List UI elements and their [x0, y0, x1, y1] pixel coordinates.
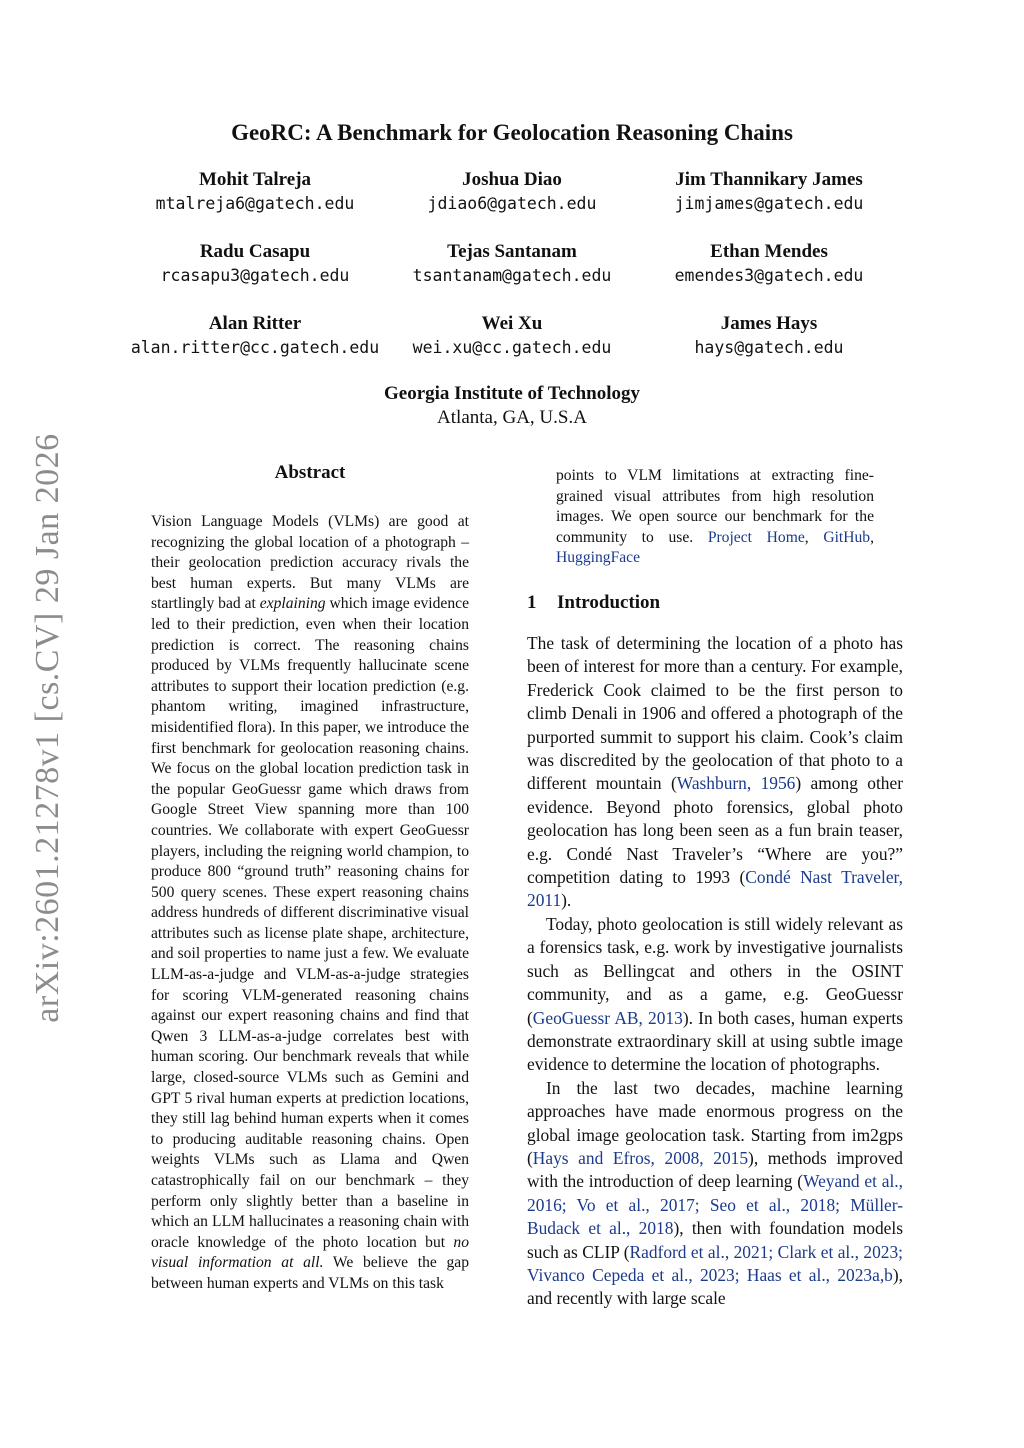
intro-text-part: ), then with foundation models such as CLIP (: [527, 1218, 903, 1262]
affiliation: [0, 383, 1024, 429]
paper-title: GeoRC: A Benchmark for Geolocation Reasoning Chains: [231, 120, 793, 145]
author-block: [362, 312, 662, 360]
project-home-link[interactable]: Project Home: [707, 528, 805, 546]
intro-text-part: In the last two decades, machine learning approaches have made enormous progress on the global image geolocation task. Starting from im2gps (: [527, 1077, 903, 1168]
author-name: Tejas Santanam: [447, 241, 577, 262]
author-block: [105, 240, 405, 288]
affiliation-institution: Georgia Institute of Technology: [384, 383, 640, 404]
author-email: emendes3@gatech.edu: [674, 266, 864, 285]
author-email: alan.ritter@cc.gatech.edu: [130, 338, 380, 357]
citation-link[interactable]: Radford et al., 2021; Clark et al., 2023; Vivanco Cepeda et al., 2023; Haas et al., 2023a,b: [527, 1241, 904, 1285]
intro-text-part: Today, photo geolocation is still widely relevant as a forensics task, e.g. work by investigative journalists such as Bellingcat and others in the OSINT community, and as a game, e.g. GeoGuessr (: [527, 913, 903, 1028]
author-email: mtalreja6@gatech.edu: [155, 194, 355, 213]
author-name: Jim Thannikary James: [675, 169, 863, 190]
author-name: Joshua Diao: [462, 169, 562, 190]
author-block: [619, 240, 919, 288]
author-block: [105, 168, 405, 216]
author-block: [362, 168, 662, 216]
intro-paragraph: [527, 1077, 903, 1311]
author-email: jdiao6@gatech.edu: [427, 194, 597, 213]
author-name: James Hays: [720, 313, 818, 334]
intro-paragraph: [527, 632, 903, 913]
author-block: [362, 240, 662, 288]
author-block: [105, 312, 405, 360]
intro-paragraph: [527, 913, 903, 1077]
author-email: wei.xu@cc.gatech.edu: [412, 338, 612, 357]
section-heading-introduction: [527, 592, 660, 614]
abstract-emphasis: explaining: [259, 595, 326, 613]
intro-text-part: ) among other evidence. Beyond photo forensics, global photo geolocation has long been seen as a fun brain teaser, e.g. Condé Nast Traveler’s “Where are you?” competition dating to 1993 (: [527, 773, 903, 888]
intro-text-part: ), methods improved with the introduction of deep learning (: [527, 1147, 903, 1192]
abstract-heading: Abstract: [274, 462, 346, 483]
intro-text-part: ). In both cases, human experts demonstrate extraordinary skill at using subtle image evidence to determine the location of photographs.: [527, 1007, 904, 1075]
abstract-emphasis: no visual information at all.: [151, 1233, 469, 1272]
abstract-text: [151, 512, 469, 1295]
abstract-text-part: Vision Language Models (VLMs) are good at recognizing the global location of a photograph – their geolocation prediction accuracy rivals the best human experts. But many VLMs are startlingly bad at: [151, 513, 469, 613]
intro-text-part: ).: [561, 890, 572, 911]
abstract-text-part: We believe the gap between human experts and VLMs on this task: [151, 1254, 470, 1292]
citation-link[interactable]: Washburn, 1956: [676, 773, 796, 794]
author-name: Radu Casapu: [199, 241, 311, 262]
introduction-body: [527, 632, 903, 1311]
link-separator: ,: [870, 528, 874, 546]
author-name: Ethan Mendes: [710, 241, 828, 262]
link-separator: ,: [804, 528, 824, 546]
author-email: rcasapu3@gatech.edu: [160, 266, 350, 285]
citation-link[interactable]: Hays and Efros, 2008, 2015: [532, 1147, 749, 1168]
author-block: [619, 312, 919, 360]
huggingface-link[interactable]: HuggingFace: [556, 549, 641, 567]
intro-text-part: ), and recently with large scale: [527, 1264, 903, 1309]
author-email: tsantanam@gatech.edu: [412, 266, 612, 285]
author-name: Wei Xu: [481, 313, 543, 334]
abstract-continuation: [556, 466, 874, 569]
citation-link[interactable]: Weyand et al., 2016; Vo et al., 2017; Seo et al., 2018; Müller-Budack et al., 2018: [527, 1171, 904, 1239]
author-block: [619, 168, 919, 216]
affiliation-location: Atlanta, GA, U.S.A: [437, 407, 587, 428]
section-number: 1: [527, 592, 537, 613]
author-email: hays@gatech.edu: [694, 338, 844, 357]
author-email: jimjames@gatech.edu: [674, 194, 864, 213]
abstract-text-part: which image evidence led to their prediction, even when their location prediction is correct. The reasoning chains produced by VLMs frequently hallucinate scene attributes to support their location prediction (e.g. phantom writing, imagined infrastructure, misidentified flora). In this paper, we introduce the first benchmark for geolocation reasoning chains. We focus on the global location prediction task in the popular GeoGuessr game which draws from Google Street View spanning more than 100 countries. We collaborate with expert GeoGuessr players, including the reigning world champion, to produce 800 “ground truth” reasoning chains for 500 query scenes. These expert reasoning chains address hundreds of different discriminative visual attributes such as license plate shape, architecture, and soil properties to name just a few. We evaluate LLM-as-a-judge and VLM-as-a-judge strategies for scoring VLM-generated reasoning chains against our expert reasoning chains and find that Qwen 3 LLM-as-a-judge correlates best with human scoring. Our benchmark reveals that while large, closed-source VLMs such as Gemini and GPT 5 rival human experts at prediction locations, they still lag behind human experts when it comes to producing auditable reasoning chains. Open weights VLMs such as Llama and Qwen catastrophically fail on our benchmark – they perform only slightly better than a baseline in which an LLM hallucinates a reasoning chain with oracle knowledge of the photo location but: [151, 595, 469, 1251]
abstract-text-part: points to VLM limitations at extracting fine-grained visual attributes from high resolution images. We open source our benchmark for the community to use.: [556, 467, 874, 546]
arxiv-identifier-stamp: arXiv:2601.21278v1 [cs.CV] 29 Jan 2026: [29, 433, 66, 1023]
author-name: Alan Ritter: [208, 313, 302, 334]
intro-text-part: The task of determining the location of a photo has been of interest for more than a century. For example, Frederick Cook claimed to be the first person to climb Denali in 1906 and offered a photograph of the purported summit to support his claim. Cook’s claim was discredited by the geolocation of that photo to a different mountain (: [527, 633, 903, 794]
citation-link[interactable]: Condé Nast Traveler, 2011: [527, 867, 903, 911]
citation-link[interactable]: GeoGuessr AB, 2013: [532, 1007, 683, 1028]
section-title: Introduction: [557, 592, 661, 613]
author-name: Mohit Talreja: [198, 169, 312, 190]
github-link[interactable]: GitHub: [823, 528, 871, 546]
